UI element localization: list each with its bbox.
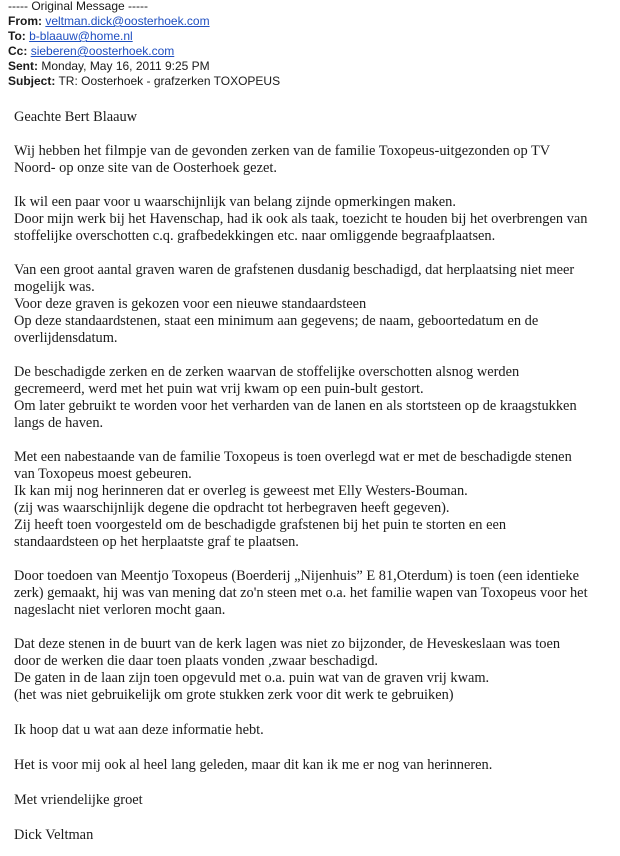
body-line: gecremeerd, werd met het puin wat vrij kwam op een puin-bult gestort. (14, 381, 424, 397)
to-row (8, 30, 133, 43)
from-email-link[interactable]: veltman.dick@oosterhoek.com (45, 14, 210, 28)
body-line: Zij heeft toen voorgesteld om de beschadigde grafstenen bij het puin te storten en een (14, 517, 507, 533)
body-line: overlijdensdatum. (14, 330, 118, 346)
body-line: Met een nabestaande van de familie Toxopeus is toen overlegd wat er met de beschadigde stenen (14, 449, 572, 465)
sent-label: Sent: (8, 59, 38, 73)
body-line: Wij hebben het filmpje van de gevonden zerken van de familie Toxopeus-uitgezonden op TV (14, 143, 551, 159)
body-line: Om later gebruikt te worden voor het verharden van de lanen en als stortsteen op de kraagstukken (14, 398, 577, 414)
body-line: Dat deze stenen in de buurt van de kerk lagen was niet zo bijzonder, de Heveskeslaan was toen (14, 636, 561, 652)
body-line: langs de haven. (14, 415, 104, 431)
body-line: nageslacht niet verloren mocht gaan. (14, 602, 226, 618)
sent-value: Monday, May 16, 2011 9:25 PM (41, 59, 210, 73)
body-line: Voor deze graven is gekozen voor een nieuwe standaardsteen (14, 296, 367, 312)
body-line: Noord- op onze site van de Oosterhoek gezet. (14, 160, 277, 176)
subject-value: TR: Oosterhoek - grafzerken TOXOPEUS (58, 74, 281, 88)
to-email-link[interactable]: b-blaauw@home.nl (29, 29, 133, 43)
body-line: De beschadigde zerken en de zerken waarvan de stoffelijke overschotten alsnog werden (14, 364, 520, 380)
body-line: Op deze standaardstenen, staat een minimum aan gegevens; de naam, geboortedatum en de (14, 313, 539, 329)
body-line: door de werken die daar toen plaats vonden ,zwaar beschadigd. (14, 653, 379, 669)
cc-row (8, 45, 174, 58)
sent-row (8, 60, 210, 73)
cc-email-link[interactable]: sieberen@oosterhoek.com (30, 44, 175, 58)
body-line: zerk) gemaakt, hij was van mening dat zo'n steen met o.a. het familie wapen van Toxopeus voor het (14, 585, 588, 601)
body-line: Ik hoop dat u wat aan deze informatie hebt. (14, 722, 264, 738)
body-line: Het is voor mij ook al heel lang geleden, maar dit kan ik me er nog van herinneren. (14, 757, 493, 773)
subject-label: Subject: (8, 74, 56, 88)
body-line: Van een groot aantal graven waren de grafstenen dusdanig beschadigd, dat herplaatsing niet meer (14, 262, 575, 278)
body-line: mogelijk was. (14, 279, 95, 295)
cc-label: Cc: (8, 44, 28, 58)
body-line: stoffelijke overschotten c.q. grafbedekkingen etc. naar omliggende begraafplaatsen. (14, 228, 496, 244)
signature-name: Dick Veltman (14, 827, 94, 843)
closing-greeting: Met vriendelijke groet (14, 792, 143, 808)
body-line: Ik wil een paar voor u waarschijnlijk van belang zijnde opmerkingen maken. (14, 194, 456, 210)
body-line: standaardsteen op het herplaatste graf te plaatsen. (14, 534, 299, 550)
body-line: Door mijn werk bij het Havenschap, had ik ook als taak, toezicht te houden bij het overbrengen van (14, 211, 588, 227)
body-line: De gaten in de laan zijn toen opgevuld met o.a. puin wat van de graven vrij kwam. (14, 670, 490, 686)
body-line: Door toedoen van Meentjo Toxopeus (Boerderij „Nijenhuis” E 81,Oterdum) is toen (een identieke (14, 568, 580, 584)
original-message-separator: ----- Original Message ----- (8, 0, 149, 13)
subject-row (8, 75, 280, 88)
to-label: To: (8, 29, 26, 43)
body-line: Ik kan mij nog herinneren dat er overleg is geweest met Elly Westers-Bouman. (14, 483, 468, 499)
salutation: Geachte Bert Blaauw (14, 109, 138, 125)
from-label: From: (8, 14, 42, 28)
body-line: van Toxopeus moest gebeuren. (14, 466, 192, 482)
body-line: (zij was waarschijnlijk degene die opdracht tot herbegraven heeft gegeven). (14, 500, 450, 516)
from-row (8, 15, 210, 28)
body-line: (het was niet gebruikelijk om grote stukken zerk voor dit werk te gebruiken) (14, 687, 454, 703)
